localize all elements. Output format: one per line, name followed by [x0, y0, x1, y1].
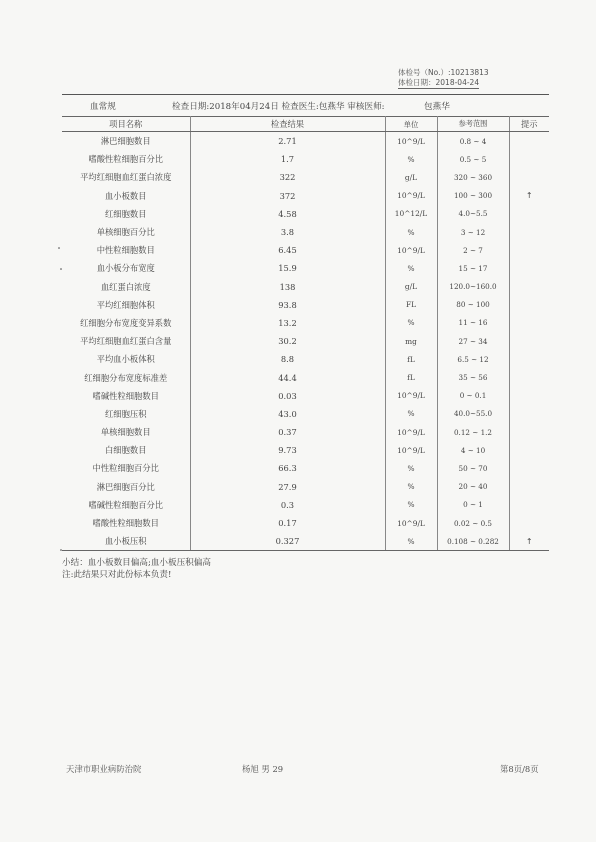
item-name: 平均红细胞血红蛋白含量	[62, 332, 190, 350]
hint-indicator	[509, 205, 549, 223]
table-row	[62, 223, 549, 241]
unit-cell: 10^12/L	[385, 205, 437, 223]
result-value: 3.8	[190, 223, 385, 241]
hint-indicator	[509, 387, 549, 405]
hint-indicator	[509, 168, 549, 186]
result-value: 93.8	[190, 296, 385, 314]
hint-indicator	[509, 314, 549, 332]
table-row	[62, 187, 549, 205]
reference-range: 40.0~55.0	[437, 405, 509, 423]
table-row	[62, 168, 549, 186]
unit-cell: g/L	[385, 168, 437, 186]
table-row	[62, 459, 549, 477]
table-row	[62, 405, 549, 423]
exam-number: 体检号（No.）:10213813	[398, 68, 489, 77]
table-row	[62, 514, 549, 532]
reference-range: 80 ~ 100	[437, 296, 509, 314]
item-name: 血小板分布宽度	[62, 259, 190, 277]
table-row	[62, 423, 549, 441]
hint-indicator	[509, 132, 549, 151]
reference-range: 4.0~5.5	[437, 205, 509, 223]
unit-cell: %	[385, 223, 437, 241]
exam-date: 体检日期：2018-04-24	[398, 78, 480, 87]
hint-indicator	[509, 368, 549, 386]
item-name: 平均血小板体积	[62, 350, 190, 368]
result-value: 44.4	[190, 368, 385, 386]
item-name: 嗜碱性粒细胞数目	[62, 387, 190, 405]
disclaimer-note: 注:此结果只对此份标本负责!	[62, 570, 172, 580]
reference-range: 100 ~ 300	[437, 187, 509, 205]
hint-indicator	[509, 150, 549, 168]
table-row	[62, 150, 549, 168]
result-value: 0.327	[190, 532, 385, 551]
result-value: 372	[190, 187, 385, 205]
unit-cell: %	[385, 532, 437, 551]
footer-institution: 天津市职业病防治院	[66, 764, 142, 774]
footer-page-number: 第8页/8页	[500, 764, 539, 774]
unit-cell: 10^9/L	[385, 441, 437, 459]
hint-indicator	[509, 241, 549, 259]
reference-range: 0.108 ~ 0.282	[437, 532, 509, 551]
unit-cell: %	[385, 150, 437, 168]
result-value: 322	[190, 168, 385, 186]
unit-cell: 10^9/L	[385, 187, 437, 205]
hint-indicator	[509, 459, 549, 477]
hint-indicator	[509, 350, 549, 368]
item-name: 单核细胞百分比	[62, 223, 190, 241]
hint-indicator	[509, 223, 549, 241]
scan-speck	[58, 247, 60, 249]
top-divider	[62, 94, 549, 95]
unit-cell: 10^9/L	[385, 387, 437, 405]
item-name: 嗜酸性粒细胞数目	[62, 514, 190, 532]
item-name: 红细胞分布宽度变异系数	[62, 314, 190, 332]
hint-indicator	[509, 296, 549, 314]
reference-range: 3 ~ 12	[437, 223, 509, 241]
reference-range: 2 ~ 7	[437, 241, 509, 259]
result-value: 0.03	[190, 387, 385, 405]
unit-cell: fL	[385, 350, 437, 368]
result-value: 43.0	[190, 405, 385, 423]
reference-range: 50 ~ 70	[437, 459, 509, 477]
reference-range: 0.02 ~ 0.5	[437, 514, 509, 532]
unit-cell: g/L	[385, 278, 437, 296]
unit-cell: %	[385, 496, 437, 514]
reference-range: 20 ~ 40	[437, 478, 509, 496]
result-value: 138	[190, 278, 385, 296]
exam-info	[398, 68, 489, 89]
unit-cell: 10^9/L	[385, 132, 437, 151]
table-row	[62, 441, 549, 459]
col-reference-header: 参考范围	[437, 117, 509, 132]
item-name: 嗜酸性粒细胞百分比	[62, 150, 190, 168]
reference-range: 35 ~ 56	[437, 368, 509, 386]
item-name: 白细胞数目	[62, 441, 190, 459]
summary-block	[62, 557, 211, 581]
scan-speck	[60, 268, 62, 270]
hint-indicator	[509, 278, 549, 296]
item-name: 血小板数目	[62, 187, 190, 205]
unit-cell: 10^9/L	[385, 514, 437, 532]
col-result-header: 检查结果	[190, 117, 385, 132]
reference-range: 0.8 ~ 4	[437, 132, 509, 151]
section-header	[62, 98, 549, 112]
result-value: 0.3	[190, 496, 385, 514]
item-name: 血小板压积	[62, 532, 190, 551]
hint-indicator	[509, 423, 549, 441]
unit-cell: %	[385, 259, 437, 277]
result-value: 0.37	[190, 423, 385, 441]
table-row	[62, 478, 549, 496]
item-name: 血红蛋白浓度	[62, 278, 190, 296]
hint-indicator	[509, 478, 549, 496]
table-row	[62, 132, 549, 151]
reference-range: 0 ~ 0.1	[437, 387, 509, 405]
item-name: 平均红细胞体积	[62, 296, 190, 314]
unit-cell: FL	[385, 296, 437, 314]
table-row	[62, 241, 549, 259]
unit-cell: mg	[385, 332, 437, 350]
unit-cell: %	[385, 405, 437, 423]
unit-cell: 10^9/L	[385, 423, 437, 441]
hint-indicator	[509, 496, 549, 514]
table-row	[62, 296, 549, 314]
reviewer-signature: 包燕华	[424, 102, 450, 112]
reference-range: 0.12 ~ 1.2	[437, 423, 509, 441]
reference-range: 4 ~ 10	[437, 441, 509, 459]
result-value: 6.45	[190, 241, 385, 259]
result-value: 0.17	[190, 514, 385, 532]
result-value: 1.7	[190, 150, 385, 168]
unit-cell: 10^9/L	[385, 241, 437, 259]
reference-range: 0 ~ 1	[437, 496, 509, 514]
table-row	[62, 205, 549, 223]
result-value: 66.3	[190, 459, 385, 477]
hint-indicator	[509, 441, 549, 459]
hint-indicator	[509, 405, 549, 423]
hint-indicator: ↑	[509, 532, 549, 551]
item-name: 红细胞数目	[62, 205, 190, 223]
unit-cell: fL	[385, 368, 437, 386]
unit-cell: %	[385, 478, 437, 496]
summary-text: 小结：血小板数目偏高;血小板压积偏高	[62, 558, 211, 568]
item-name: 淋巴细胞数目	[62, 132, 190, 151]
col-item-header: 项目名称	[62, 117, 190, 132]
result-value: 15.9	[190, 259, 385, 277]
hint-indicator	[509, 332, 549, 350]
table-row	[62, 314, 549, 332]
table-row	[62, 332, 549, 350]
result-value: 4.58	[190, 205, 385, 223]
item-name: 嗜碱性粒细胞百分比	[62, 496, 190, 514]
check-info: 检查日期:2018年04月24日 检查医生:包燕华 审核医师:	[172, 102, 385, 112]
table-header-row	[62, 117, 549, 132]
item-name: 单核细胞数目	[62, 423, 190, 441]
table-row	[62, 350, 549, 368]
reference-range: 120.0~160.0	[437, 278, 509, 296]
result-value: 2.71	[190, 132, 385, 151]
col-unit-header: 单位	[385, 117, 437, 132]
table-row	[62, 278, 549, 296]
table-row	[62, 496, 549, 514]
footer-patient: 杨旭 男 29	[242, 764, 284, 774]
hint-indicator: ↑	[525, 191, 533, 201]
reference-range: 320 ~ 360	[437, 168, 509, 186]
result-value: 27.9	[190, 478, 385, 496]
result-value: 30.2	[190, 332, 385, 350]
item-name: 红细胞压积	[62, 405, 190, 423]
hint-indicator	[509, 259, 549, 277]
results-body	[62, 132, 549, 551]
item-name: 中性粒细胞百分比	[62, 459, 190, 477]
col-hint-header: 提示	[509, 117, 549, 132]
unit-cell: %	[385, 314, 437, 332]
result-value: 8.8	[190, 350, 385, 368]
results-table	[62, 116, 549, 551]
section-title: 血常规	[90, 102, 116, 112]
reference-range: 0.5 ~ 5	[437, 150, 509, 168]
table-row	[62, 259, 549, 277]
item-name: 中性粒细胞数目	[62, 241, 190, 259]
reference-range: 15 ~ 17	[437, 259, 509, 277]
reference-range: 6.5 ~ 12	[437, 350, 509, 368]
table-row	[62, 387, 549, 405]
item-name: 平均红细胞血红蛋白浓度	[62, 168, 190, 186]
item-name: 红细胞分布宽度标准差	[62, 368, 190, 386]
table-row	[62, 368, 549, 386]
table-row	[62, 532, 549, 551]
result-value: 9.73	[190, 441, 385, 459]
item-name: 淋巴细胞百分比	[62, 478, 190, 496]
reference-range: 11 ~ 16	[437, 314, 509, 332]
unit-cell: %	[385, 459, 437, 477]
result-value: 13.2	[190, 314, 385, 332]
hint-indicator	[509, 514, 549, 532]
scan-speck	[60, 549, 62, 551]
reference-range: 27 ~ 34	[437, 332, 509, 350]
